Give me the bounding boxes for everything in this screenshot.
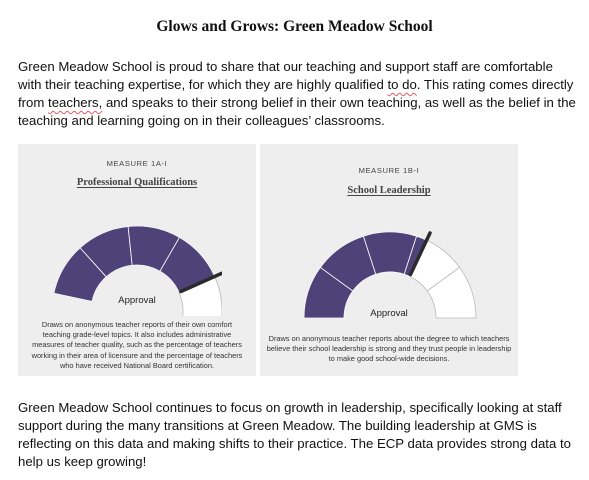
intro-text-a: Green Meadow School is proud to share that our teaching and support staff are comfortable with their teaching expertise, for which they are highly qualified — [18, 59, 553, 92]
measure-description: Draws on anonymous teacher reports of their own comfort teaching grade-level topics. It also includes administrative measures of teacher quality, such as the percentage of teachers working in their area of licensure and the percentage of teachers who have received National Board certification. — [31, 320, 243, 370]
closing-paragraph: Green Meadow School continues to focus on growth in leadership, specifically looking at staff support during the many transitions at Green Meadow. The building leadership at GMS is reflecting on this data and making shifts to their practice. The ECP data provides strong data to help us keep growing! — [18, 400, 571, 469]
measure-description: Draws on anonymous teacher reports about the degree to which teachers believe their school leadership is strong and they trust people in leadership to make good school-wide decisions. — [266, 334, 512, 364]
spellcheck-flag-to-do[interactable]: to do — [387, 77, 417, 92]
gauge-label: Approval — [118, 295, 156, 306]
measure-title: Professional Qualifications — [76, 177, 198, 188]
intro-paragraph — [18, 58, 578, 130]
measure-1a-card — [18, 144, 256, 376]
spellcheck-flag-teachers[interactable]: teachers, — [48, 95, 103, 110]
intro-text-e: and speaks to their strong belief in their own teaching, as well as the belief in the teaching and learning going on in their colleagues’ classrooms. — [18, 95, 576, 128]
intro-text-c: . This rating comes directly from — [18, 77, 574, 110]
measure-label: MEASURE 1B-I — [358, 166, 420, 175]
gauge-label: Approval — [370, 308, 408, 319]
measure-label: MEASURE 1A-I — [106, 159, 168, 168]
measure-title: School Leadership — [347, 185, 431, 196]
measure-1b-card — [260, 144, 518, 376]
page-title: Glows and Grows: Green Meadow School — [156, 18, 433, 35]
